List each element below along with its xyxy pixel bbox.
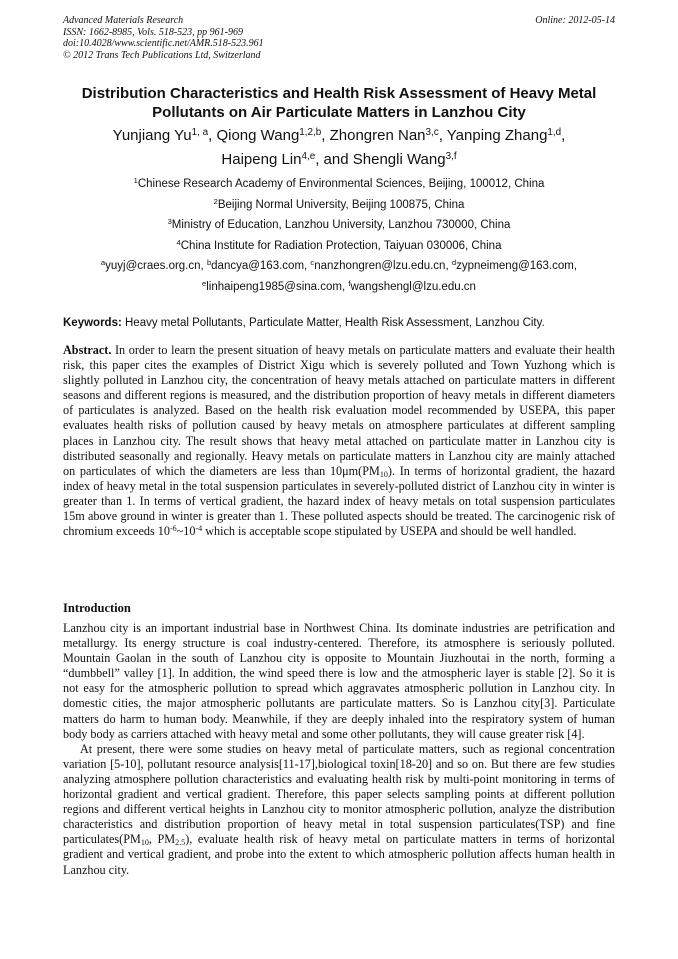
author-affiliation-mark: 1,2,b <box>299 127 322 139</box>
author-conjunction: , and <box>315 151 349 168</box>
paragraph-text: ), evaluate health risk of heavy metal on particulate matters in terms of horizontal gradient and vertical gradient, and probe into the extent to which atmospheric pollution affects human health in Lanzhou city. <box>63 832 615 877</box>
introduction-heading: Introduction <box>63 601 131 615</box>
affiliation-text: Beijing Normal University, Beijing 100875, China <box>217 198 465 211</box>
affiliation-mark: 2 <box>213 196 218 206</box>
email-line-1 <box>40 256 638 277</box>
abstract-text: ). In terms of horizontal gradient, the hazard index of heavy metal in the total suspension particulates in severely-polluted district of Lanzhou city in winter is greater than 1. In terms of vertical gradient, the hazard index of heavy metals on total suspension particulates 15m above ground in winter is greater than 1. These polluted aspects should be treated. The carcinogenic risk of chromium exceeds 10 <box>63 463 615 539</box>
abstract-text: In order to learn the present situation of heavy metals on particulate matters and evaluate their health risk, this paper cites the examples of District Xigu which is severely polluted and Town Yuzhong which is slightly polluted in Lanzhou city, the concentration of heavy metals attached on particulate matters in different seasons and different regions is measured, and the distribution proportion of heavy metals in different diameters of particulates is analyzed. Based on the health risk evaluation model recommended by USEPA, this paper evaluates health risks of pollution caused by heavy metals on atmosphere particulates at different sampling places in Lanzhou city. The result shows that heavy metal attached on particulate matter in Lanzhou city is distributed seasonally and regionally. Heavy metals on particulate matters in Lanzhou city are mainly attached on particulates of which the diameters are less than 10μm(PM <box>63 343 616 478</box>
affiliation-3 <box>40 215 638 236</box>
affiliation-2 <box>40 195 638 216</box>
issn-line: ISSN: 1662-8985, Vols. 518-523, pp 961-969 <box>63 26 243 38</box>
email-mark: a <box>100 258 106 268</box>
subscript: 2.5 <box>175 838 186 848</box>
author-line-1: Yunjiang Yu$^{1, a}$, Qiong Wang$^{1,2,b}$, Zhongren Nan$^{3,c}$, Yanping Zhang$^{1,d}$, <box>112 127 566 144</box>
title-line-2: Pollutants on Air Particulate Matters in Lanzhou City <box>152 104 526 121</box>
introduction-body <box>63 621 615 878</box>
author-affiliation-mark: 3,f <box>445 151 457 163</box>
email-link[interactable]: yuyj@craes.org.cn, <box>105 260 204 272</box>
paragraph-text: At present, there were some studies on heavy metal of particulate matters, such as regional concentration variation [5-10], pollutant resource analysis[11-17],biological toxin[18-20] and so on. But there are few studies analyzing atmosphere pollution characteristics and evaluating health risk by multi-point monitoring in terms of horizontal gradient and vertical gradient. Therefore, this paper selects sampling points at different pollution regions and different vertical heights in Lanzhou city to monitor atmospheric pollution, analyze the distribution characteristics and distribution proportion of heavy metal in total suspension particulates(TSP) and fine particulates(PM <box>63 741 615 847</box>
online-date: Online: 2012-05-14 <box>535 15 615 26</box>
author-affiliation-mark: 1,d <box>547 127 562 139</box>
abstract-text: ~10 <box>176 524 196 539</box>
author-name: Yanping Zhang <box>446 127 548 144</box>
author-name: Haipeng Lin <box>221 151 302 168</box>
email-mark: b <box>206 258 212 268</box>
affiliation-text: Ministry of Education, Lanzhou University, Lanzhou 730000, China <box>171 219 511 231</box>
author-name: Yunjiang Yu <box>112 127 192 144</box>
title-line-1: Distribution Characteristics and Health Risk Assessment of Heavy Metal <box>81 85 597 102</box>
author-affiliation-mark: 1, a <box>191 127 209 139</box>
email-mark: e <box>202 278 207 288</box>
superscript: -4 <box>195 524 203 534</box>
paper-title <box>40 84 638 122</box>
author-name: Zhongren Nan <box>329 127 426 144</box>
affiliation-4 <box>40 236 638 257</box>
author-name: Shengli Wang <box>352 151 446 168</box>
doi-line: doi:10.4028/www.scientific.net/AMR.518-523.961 <box>63 38 264 49</box>
journal-header <box>63 15 615 61</box>
abstract-section <box>63 343 615 539</box>
author-list <box>40 124 638 172</box>
email-link[interactable]: wangshengl@lzu.edu.cn <box>350 280 476 293</box>
journal-name: Advanced Materials Research <box>63 15 184 26</box>
email-mark: c <box>310 258 315 268</box>
email-mark: d <box>451 258 457 268</box>
abstract-label: Abstract. <box>63 343 112 357</box>
author-name: Qiong Wang <box>216 127 300 144</box>
affiliation-1 <box>40 174 638 195</box>
paragraph: Lanzhou city is an important industrial base in Northwest China. Its dominate industries are petrification and metallurgy. Its energy structure is coal industry-centered. Therefore, its atmosphere is seriously polluted. Mountain Gaolan in the south of Lanzhou city is opposite to Mountain Jiuzhoutai in the north, forming a “dumbbell” valley [1]. In addition, the wind speed there is low and the atmospheric layer is stable [2]. So it is not easy for the atmospheric pollution to spread which aggravates atmospheric pollution in Lanzhou city. In domestic cities, the major atmospheric pollutants are particulate matters. So is Lanzhou city[3]. Particulate matters do harm to human body. Meanwhile, if they are deeply inhaled into the respiratory system of human body body as carriers attached with heavy metal and some other pollutants, they will cause greater risk [4]. <box>63 621 615 741</box>
subscript: 10 <box>379 469 388 479</box>
keywords-text: Heavy metal Pollutants, Particulate Matter, Health Risk Assessment, Lanzhou City. <box>125 317 545 329</box>
email-link[interactable]: nanzhongren@lzu.edu.cn, <box>314 260 449 272</box>
affiliation-mark: 4 <box>176 237 181 247</box>
keywords-section <box>63 316 615 331</box>
affiliation-mark: 1 <box>133 176 138 186</box>
paragraph <box>63 742 615 878</box>
keywords-label: Keywords: <box>63 317 122 329</box>
author-affiliation-mark: 3,c <box>425 127 439 139</box>
abstract-text: which is acceptable scope stipulated by USEPA and should be well handled. <box>202 524 577 539</box>
affiliation-text: Chinese Research Academy of Environmental Sciences, Beijing, 100012, China <box>137 178 545 190</box>
author-affiliation-mark: 4,e <box>301 151 316 163</box>
superscript: -6 <box>169 524 177 534</box>
affiliation-mark: 3 <box>167 217 172 227</box>
email-link[interactable]: zypneimeng@163.com, <box>456 260 578 272</box>
email-link[interactable]: dancya@163.com, <box>211 260 308 272</box>
author-line-2 <box>40 148 638 172</box>
subscript: 10 <box>140 838 149 848</box>
email-mark: f <box>348 278 351 288</box>
copyright-line: © 2012 Trans Tech Publications Ltd, Switzerland <box>63 49 261 61</box>
affiliation-list <box>40 174 638 297</box>
email-line-2 <box>40 277 638 298</box>
email-link[interactable]: linhaipeng1985@sina.com, <box>206 280 346 293</box>
affiliation-text: China Institute for Radiation Protection, Taiyuan 030006, China <box>180 239 502 252</box>
paragraph-text: , PM <box>148 832 176 847</box>
